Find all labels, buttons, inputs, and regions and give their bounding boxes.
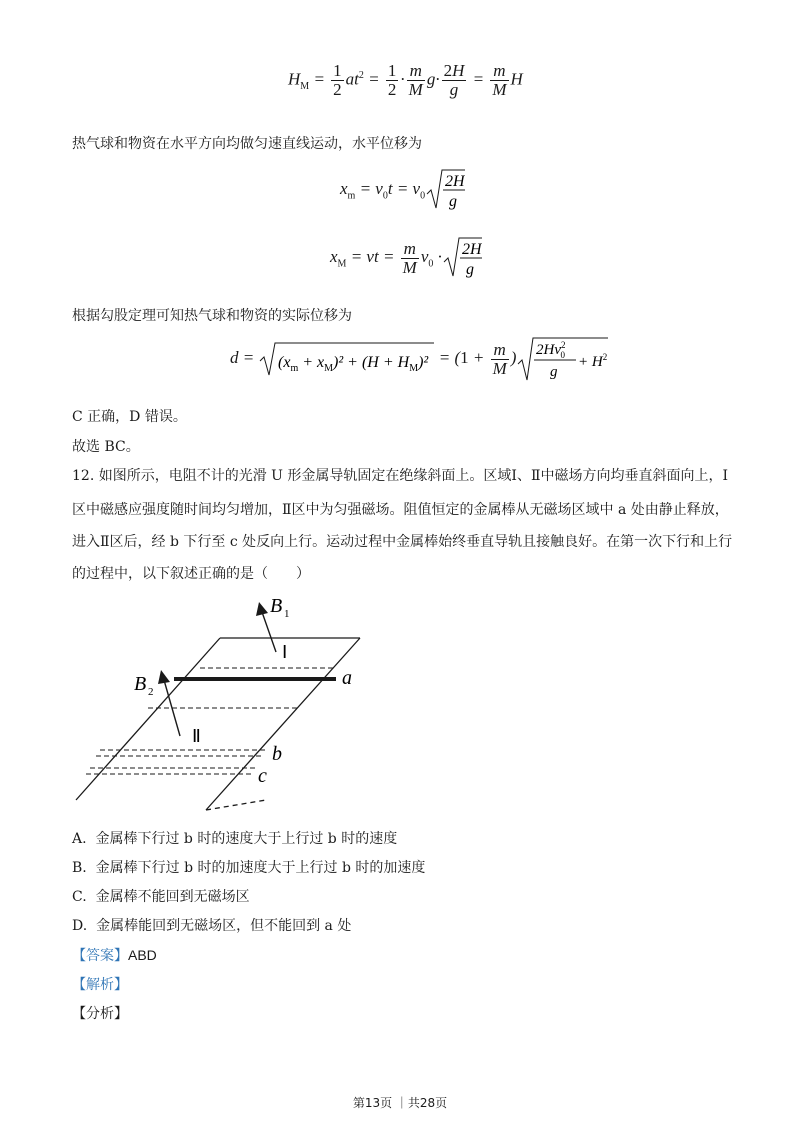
option-text: 金属棒下行过 b 时的速度大于上行过 b 时的速度	[95, 831, 398, 847]
label-region2: Ⅱ	[192, 726, 201, 746]
equation-d: d = $(x_m + x_M)^2 + (H + H_M)^2$ = (1 + $\frac{m}{M}$ ) 2Hv$^2$ 0 g + $H^2$	[230, 336, 608, 382]
answer-tag: 【答案】	[72, 948, 128, 964]
paragraph-conclusion: C 正确，D 错误。	[72, 409, 187, 425]
sqrt-symbol	[516, 336, 608, 382]
equation-xM: $x_M$ = vt = $\frac{m}{M}$ $v_0$ · 2H g	[330, 236, 482, 280]
svg-text:g: g	[465, 261, 474, 278]
b1-arrowhead	[256, 602, 268, 616]
option-c	[72, 887, 250, 907]
label-b: b	[272, 743, 282, 765]
option-b	[72, 858, 425, 878]
svg-text:2H: 2H	[461, 241, 482, 258]
label-b1: B	[270, 595, 283, 617]
rail-open-end	[206, 800, 266, 810]
rail-diagram	[60, 590, 380, 820]
answer-line	[72, 945, 157, 966]
svg-text:g: g	[550, 364, 558, 380]
option-letter: D.	[72, 918, 88, 934]
option-letter: B.	[72, 860, 87, 876]
svg-text:2H: 2H	[445, 173, 465, 190]
rail-left	[76, 638, 220, 800]
paragraph-horizontal: 热气球和物资在水平方向均做匀速直线运动，水平位移为	[72, 136, 422, 152]
equation-xm: $x_m = v_0t = v_0$ 2H g	[340, 168, 465, 212]
question-line-3: 进入Ⅱ区后，经 b 下行至 c 处反向上行。运动过程中金属棒始终垂直导轨且接触良好。在第一次下行和上行	[72, 534, 733, 550]
svg-text:+ H2: + $H^2$	[578, 352, 608, 370]
option-text: 金属棒能回到无磁场区，但不能回到 a 处	[96, 918, 352, 934]
option-text: 金属棒不能回到无磁场区	[95, 889, 250, 905]
option-letter: A.	[72, 831, 87, 847]
sqrt-symbol	[258, 341, 434, 377]
option-d	[72, 916, 351, 936]
paragraph-choice: 故选 BC。	[72, 439, 140, 455]
option-text: 金属棒下行过 b 时的加速度大于上行过 b 时的加速度	[95, 860, 426, 876]
rail-right	[206, 638, 360, 810]
sqrt-symbol	[425, 168, 465, 212]
svg-text:g: g	[449, 193, 458, 210]
label-b2-sub: 2	[148, 686, 154, 698]
sqrt-symbol	[442, 236, 482, 280]
page-footer: 第13页 ｜共28页	[352, 1096, 448, 1110]
svg-text:(xm + xM)² + (H + HM)²: $(x_m + x_M)^2 + (H + H_M)^2$	[278, 354, 429, 374]
b2-arrowhead	[158, 670, 170, 684]
label-a: a	[342, 667, 352, 689]
analysis-line	[72, 975, 128, 995]
label-region1: Ⅰ	[282, 642, 288, 662]
question-line-1: 12. 如图所示，电阻不计的光滑 U 形金属导轨固定在绝缘斜面上。区域Ⅰ、Ⅱ中磁场方向均垂直斜面向上，Ⅰ	[72, 468, 728, 484]
fenxi-tag: 【分析】	[72, 1006, 128, 1022]
label-b1-sub: 1	[284, 608, 290, 620]
svg-text:2Hv20: 2Hv$^2$ 0	[536, 340, 566, 360]
option-a	[72, 829, 397, 849]
answer-value: ABD	[128, 947, 157, 963]
b1-arrow	[262, 612, 276, 652]
analysis-tag: 【解析】	[72, 977, 128, 993]
equation-hm: $H_M$ = $\frac{1}{2}$ $at^2$ = $\frac{1}{2}$ · $\frac{m}{M}$ g· $\frac{2H}{g}$ = $\frac{m}{M}$ H	[288, 61, 523, 99]
option-letter: C.	[72, 889, 87, 905]
label-b2: B	[134, 673, 147, 695]
paragraph-pythagoras: 根据勾股定理可知热气球和物资的实际位移为	[72, 308, 352, 324]
fenxi-line	[72, 1004, 128, 1024]
label-c: c	[258, 765, 267, 787]
question-line-4: 的过程中，以下叙述正确的是（ ）	[72, 566, 310, 582]
question-line-2: 区中磁感应强度随时间均匀增加，Ⅱ区中为匀强磁场。阻值恒定的金属棒从无磁场区域中 a 处由静止释放，	[72, 502, 729, 518]
